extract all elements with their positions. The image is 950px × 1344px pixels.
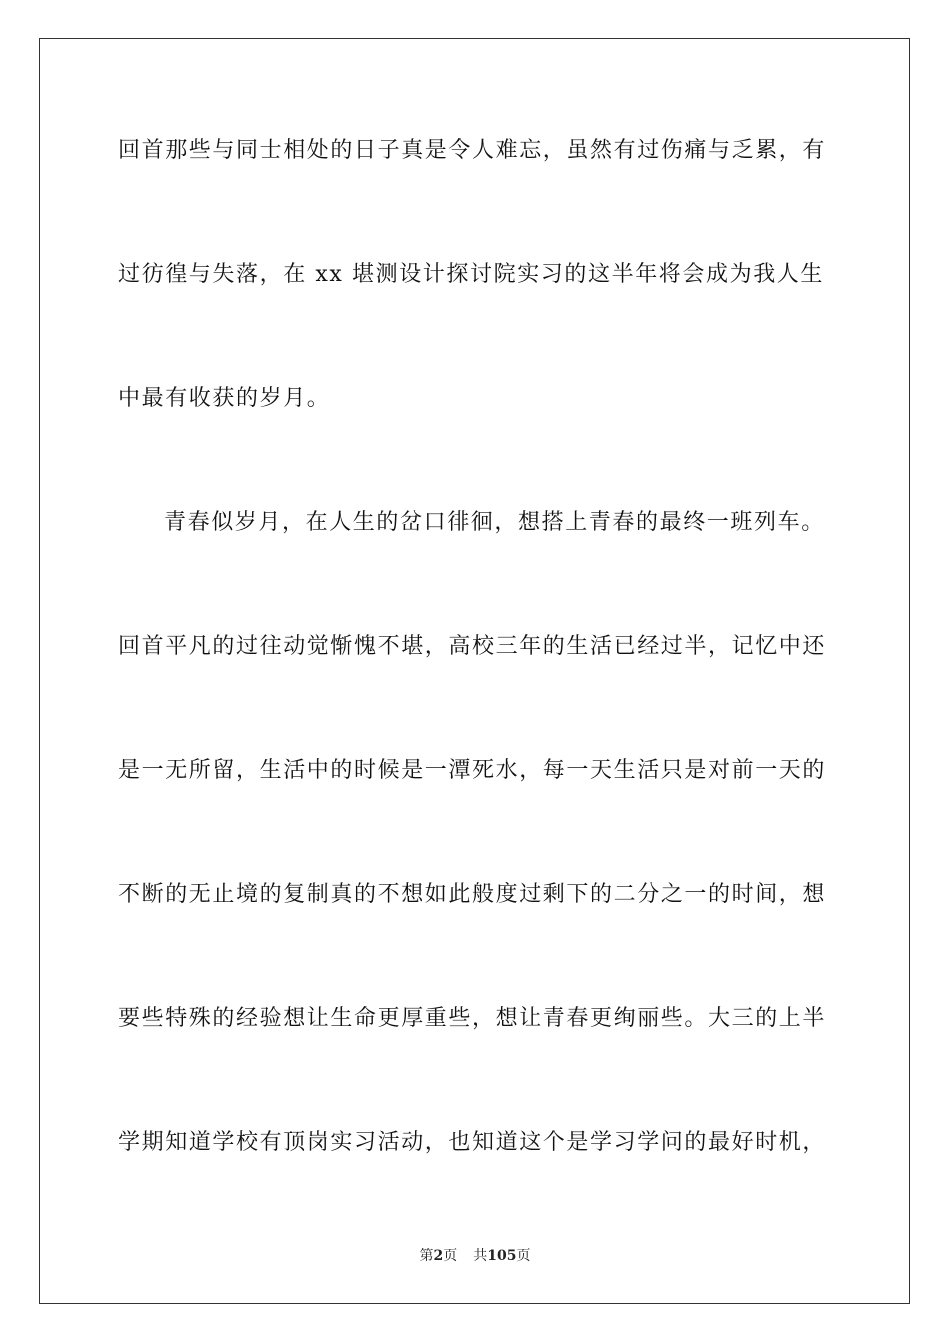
text-line-7: 不断的无止境的复制真的不想如此般度过剩下的二分之一的时间，想 [118,882,827,907]
total-pages: 105 [487,1248,517,1264]
text-line-4-paragraph-start: 青春似岁月，在人生的岔口徘徊，想搭上青春的最终一班列车。 [164,510,825,535]
text-line-3: 中最有收获的岁月。 [118,386,331,411]
text-line-1: 回首那些与同士相处的日子真是令人难忘，虽然有过伤痛与乏累，有 [118,138,827,163]
text-line-8: 要些特殊的经验想让生命更厚重些，想让青春更绚丽些。大三的上半 [118,1006,827,1031]
text-line-6: 是一无所留，生活中的时候是一潭死水，每一天生活只是对前一天的 [118,758,827,783]
total-suffix: 页 [516,1248,531,1264]
total-prefix: 共 [473,1248,488,1264]
text-line-9: 学期知道学校有顶岗实习活动，也知道这个是学习学问的最好时机， [118,1130,827,1155]
page-prefix: 第 [419,1248,434,1264]
text-line-5: 回首平凡的过往动觉惭愧不堪，高校三年的生活已经过半，记忆中还 [118,634,827,659]
page-suffix: 页 [443,1248,458,1264]
page-footer [0,1246,950,1266]
page-number: 2 [433,1248,444,1264]
page-border [39,38,910,1304]
text-line-2: 过彷徨与失落，在 xx 堪测设计探讨院实习的这半年将会成为我人生 [118,262,825,287]
